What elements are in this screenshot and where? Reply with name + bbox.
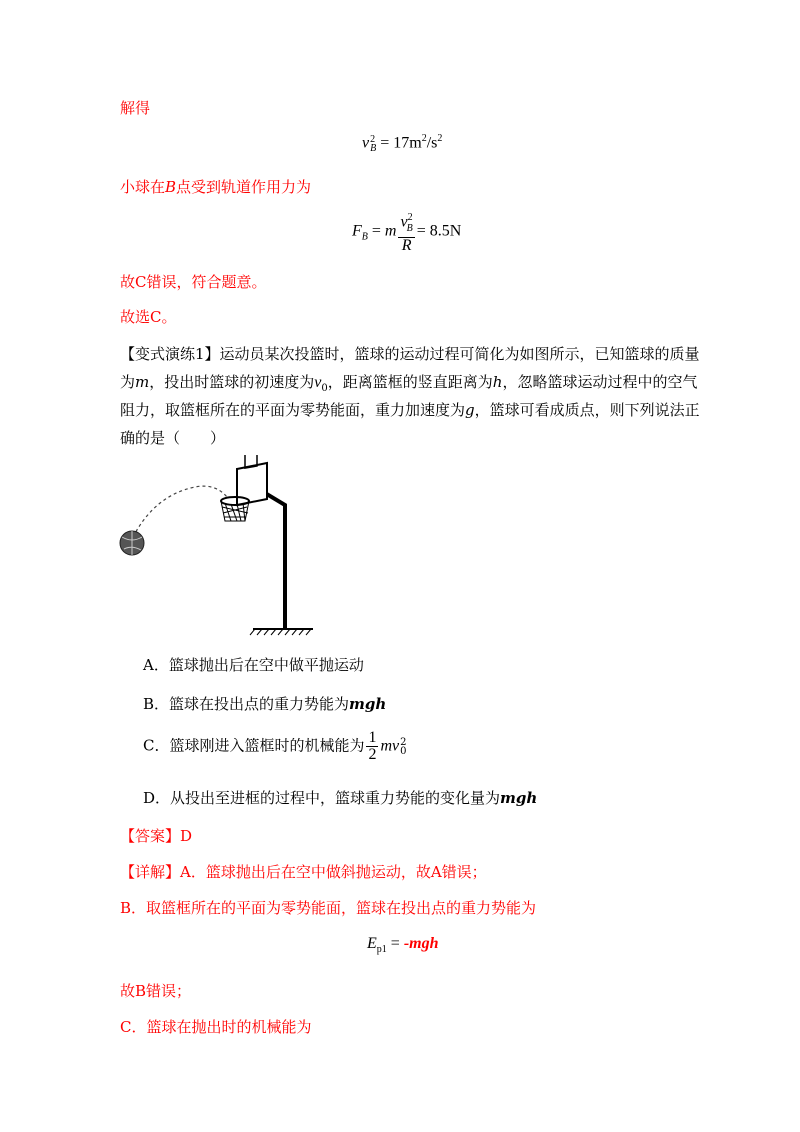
detail-line-a: 【详解】A．篮球抛出后在空中做斜抛运动，故A错误； [120,863,487,881]
basketball-figure [115,455,325,640]
choose-c-text: 故选C。 [120,308,177,326]
hoop-pole [265,493,285,629]
ball-trajectory [133,486,227,537]
b-wrong-text: 故B错误； [120,982,192,1000]
option-b: B．篮球在投出点的重力势能为mgh [143,695,387,713]
option-a: A．篮球抛出后在空中做平抛运动 [143,656,364,674]
detail-label: 【详解】 [120,863,181,881]
question-line-2: 为m，投出时篮球的初速度为$v_0$，距离篮框的竖直距离为h，忽略篮球运动过程中的空气 [120,373,698,394]
question-line-3: 阻力，取篮框所在的平面为零势能面，重力加速度为g，篮球可看成质点，则下列说法正 [120,401,700,419]
detail-line-b: B．取篮框所在的平面为零势能面，篮球在投出点的重力势能为 [120,899,537,917]
question-tag: 【变式演练1】 [120,345,220,363]
option-c: C．篮球刚进入篮框时的机械能为 $\frac{1}{2}$ mv 2 0 [143,729,407,763]
answer-label: 【答案】 [120,827,181,845]
answer-line [120,825,192,846]
solve-label: 解得 [120,99,151,117]
equation-vb-squared: v 2 B = $17m^2/s^2$ [362,133,443,154]
backboard [237,463,267,505]
answer-value: D [180,827,193,845]
c-wrong-text: 故C错误，符合题意。 [120,273,267,291]
question-line-4: 确的是（ ） [120,429,226,447]
ball-force-text: 小球在B点受到轨道作用力为 [120,178,312,196]
question-line-1: 【变式演练1】运动员某次投篮时，篮球的运动过程可简化为如图所示，已知篮球的质量 [120,345,700,363]
equation-ep1: $E_{p1} = -mgh$ [367,935,439,956]
option-d: D．从投出至进框的过程中，篮球重力势能的变化量为mgh [143,789,538,807]
detail-line-c: C．篮球在抛出时的机械能为 [120,1018,312,1036]
equation-force-fb: $F_B = m$ $\frac{v^2_B}{R}$ = 8.5N [352,212,462,254]
